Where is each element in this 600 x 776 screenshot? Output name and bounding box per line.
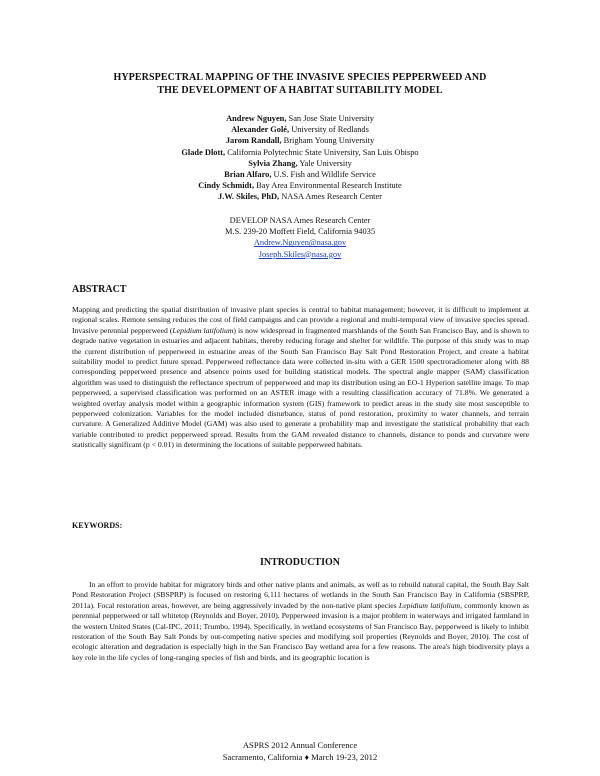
introduction-heading: INTRODUCTION xyxy=(259,557,340,568)
author-line xyxy=(60,124,540,135)
author-affiliation: NASA Ames Research Center xyxy=(279,192,382,202)
author-affiliation: U.S. Fish and Wildlife Service xyxy=(271,170,376,180)
page-footer xyxy=(0,740,600,763)
institution-address xyxy=(60,215,540,260)
author-name: Cindy Schmidt, xyxy=(198,181,255,191)
author-name: J.W. Skiles, PhD, xyxy=(218,192,280,202)
email-link-nguyen[interactable]: Andrew.Nguyen@nasa.gov xyxy=(253,238,347,248)
author-list xyxy=(60,113,540,203)
address-line-1: DEVELOP NASA Ames Research Center xyxy=(229,216,371,225)
footer-conference: ASPRS 2012 Annual Conference xyxy=(242,740,358,750)
author-affiliation: Brigham Young University xyxy=(281,136,375,146)
author-line xyxy=(60,180,540,191)
email-link-skiles[interactable]: Joseph.Skiles@nasa.gov xyxy=(258,249,342,259)
title-line-2: THE DEVELOPMENT OF A HABITAT SUITABILITY MODEL xyxy=(157,85,443,96)
species-name-italic: Lepidium latifolium xyxy=(398,600,461,610)
title-line-1: HYPERSPECTRAL MAPPING OF THE INVASIVE SPECIES PEPPERWEED AND xyxy=(113,72,487,83)
author-line xyxy=(60,169,540,180)
abstract-text xyxy=(72,305,529,451)
species-name-italic: Lepidium latifolium xyxy=(172,325,234,335)
introduction-text xyxy=(72,580,529,709)
author-name: Brian Alfaro, xyxy=(224,170,272,180)
author-affiliation: San Jose State University xyxy=(286,114,374,123)
author-name: Sylvia Zhang, xyxy=(248,158,298,168)
author-name: Glade Dlott, xyxy=(181,147,226,157)
author-name: Alexander Golé, xyxy=(231,125,290,135)
author-line xyxy=(60,147,540,158)
author-line xyxy=(60,113,540,124)
author-affiliation: California Polytechnic State University, San Luis Obispo xyxy=(225,147,419,157)
author-affiliation: University of Redlands xyxy=(289,125,369,135)
author-affiliation: Bay Area Environmental Research Institute xyxy=(254,181,402,191)
intro-part-1: In an effort to provide habitat for migratory birds and other native plants and animals, as well as to rebuild natural capital, the South Bay Salt Pond Restoration Project (SBSPRP) is focused on restoring 6,111 hectares of wetlands in the South San Francisco Bay in California (SBSPRP, 2011a). Focal restoration areas, however, are being aggressively invaded by the non-native plant species xyxy=(72,580,529,610)
author-affiliation: Yale University xyxy=(297,158,352,168)
author-line xyxy=(60,135,540,146)
abstract-part-1: Mapping and predicting the spatial distribution of invasive plant species is central to habitat management; however, it is difficult to implement at regional scales. Remote sensing reduces the cost of field campaigns and can provide a regional and multi-temporal view of invasive species spread. Invasive perennial pepperweed ( xyxy=(72,305,529,335)
abstract-part-2: ) is now widespread in fragmented marshlands of the South San Francisco Bay, and is shown to degrade native vegetation in estuaries and adjacent habitats, thereby reducing forage and shelter for wildlife. The purpose of this study was to map the current distribution of pepperweed in estuarine areas of the South San Francisco Bay Salt Pond Restoration Project, and create a habitat suitability model to predict future spread. Pepperweed reflectance data were collected in-situ with a GER 1500 spectroradiometer along with 88 corresponding pepperweed presence and absence points used for building statistical models. The spectral angle mapper (SAM) classification algorithm was used to distinguish the reflectance spectrum of pepperweed and map its distribution using an EO-1 Hyperion satellite image. To map pepperweed, a supervised classification was performed on an ASTER image with a resulting classification accuracy of 71.8%. We generated a weighted overlay analysis model within a geographic information system (GIS) framework to predict areas in the study site most susceptible to pepperweed colonization. Variables for the model included disturbance, status of pond restoration, proximity to water channels, and terrain curvature. A Generalized Additive Model (GAM) was also used to generate a probability map and investigate the statistical probability that each variable contributed to predict pepperweed spread. Results from the GAM revealed distance to channels, distance to ponds and curvature were statistically significant (p < 0.01) in determining the locations of suitable pepperweed habitats. xyxy=(72,325,529,450)
paper-title xyxy=(60,71,540,97)
abstract-heading: ABSTRACT xyxy=(72,284,127,295)
keywords-heading: KEYWORDS: xyxy=(72,521,123,530)
author-line xyxy=(60,158,540,169)
author-line xyxy=(60,191,540,202)
author-name: Andrew Nguyen, xyxy=(226,114,287,123)
intro-part-2: , commonly known as perennial pepperweed or tall whitetop (Reynolds and Boyer, 2010). Pepperweed invasion is a major problem in waterways and irrigated farmland in the western United States (Cal-IPC, 2011; Trumbo, 1994). Specifically, in wetland ecosystems of San Francisco Bay, pepperweed is likely to inhibit restoration of the South Bay Salt Ponds by out-competing native species and modifying soil properties (Reynolds and Boyer, 2010). The cost of ecologic alteration and degradation is especially high in the San Francisco Bay wetland area for a few reasons. The area's high biodiversity plays a key role in the life cycles of long-ranging species of fish and birds, and its geographic location is xyxy=(72,600,529,662)
footer-location-date: Sacramento, California ♦ March 19-23, 2012 xyxy=(222,751,378,762)
address-line-2: M.S. 239-20 Moffett Field, California 94035 xyxy=(224,227,376,237)
author-name: Jarom Randall, xyxy=(225,136,282,146)
